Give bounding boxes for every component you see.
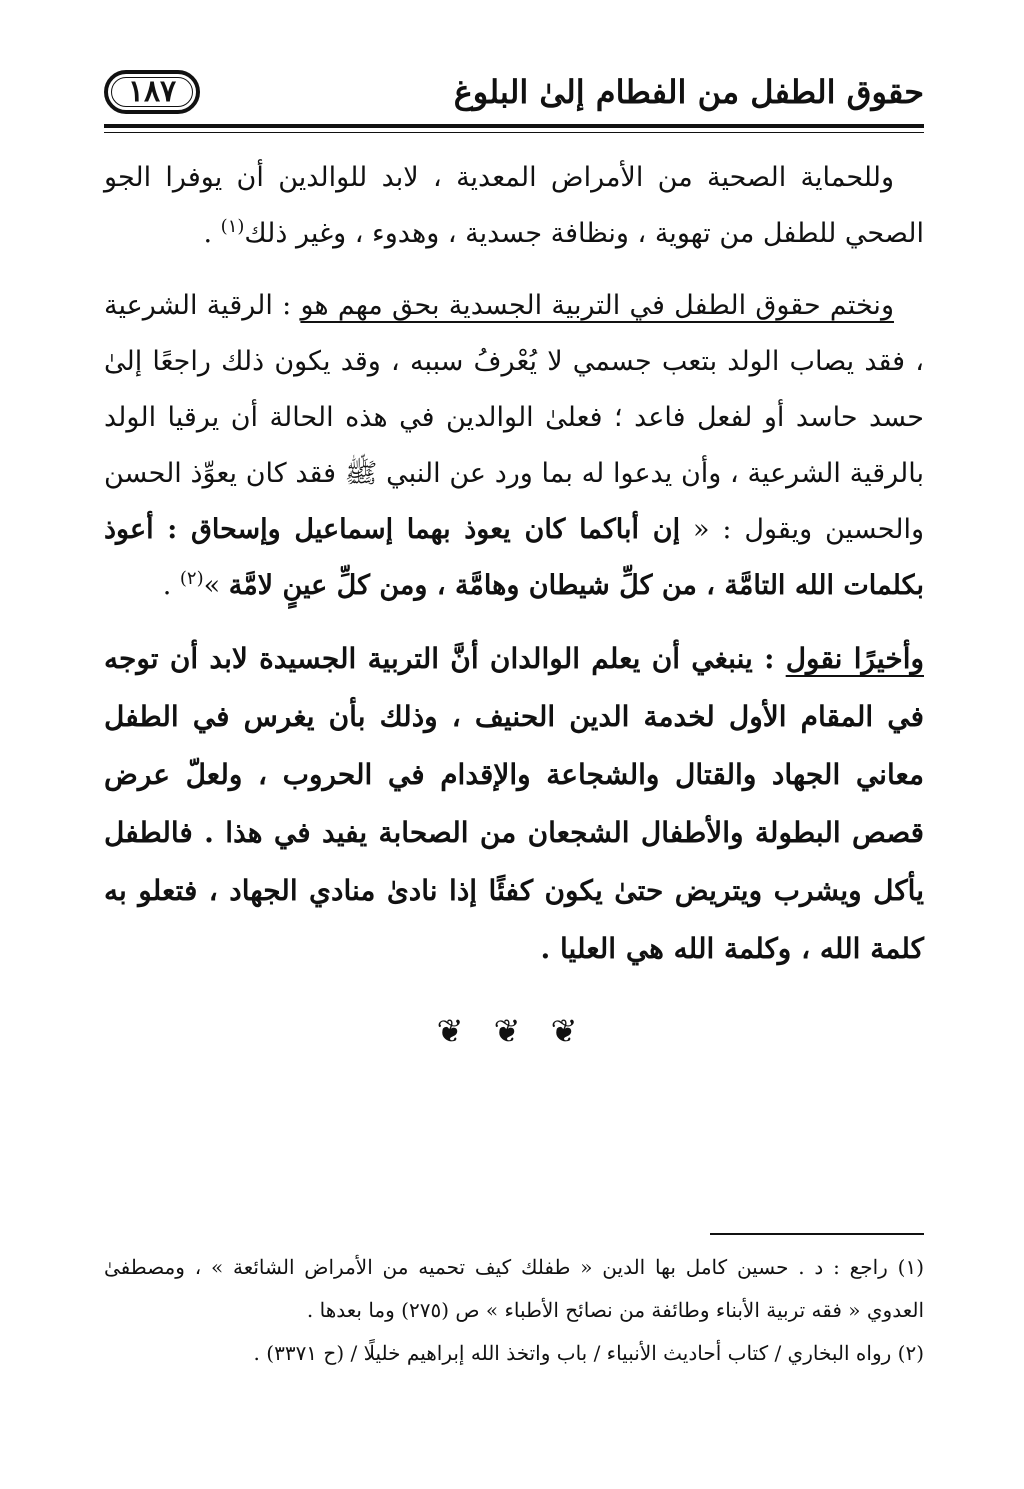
page-number-frame [104, 70, 200, 114]
footnotes [104, 1246, 924, 1375]
paragraph-2-text: : الرقية الشرعية ، فقد يصاب الولد بتعب جسمي لا يُعْرفُ سببه ، وقد يكون ذلك راجعًا إلىٰ حسد حاسد أو لفعل فاعد ؛ فعلىٰ الوالدين في هذه الحالة أن يرقيا الولد بالرقية الشرعية ، وأن يدعوا له بما ورد عن النبي ﷺ فقد كان يعوِّذ الحسن والحسين ويقول : « [104, 290, 924, 545]
quote-close: » [203, 570, 229, 601]
paragraph-1-end: . [203, 218, 221, 249]
paragraph-3-underlined: وأخيرًا نقول [785, 642, 924, 675]
running-title: حقوق الطفل من الفطام إلىٰ البلوغ [453, 73, 924, 111]
footnote-ref-2: (٢) [179, 568, 204, 589]
paragraph-2-end: . [162, 570, 180, 601]
paragraph-conclusion [104, 630, 924, 978]
paragraph-ruqyah [104, 278, 924, 614]
footnote-separator [710, 1233, 924, 1235]
paragraph-1-text: وللحماية الصحية من الأمراض المعدية ، لابد للوالدين أن يوفرا الجو الصحي للطفل من تهوية ، ونظافة جسدية ، وهدوء ، وغير ذلك [104, 162, 924, 249]
hadith-quote: إن أباكما كان يعوذ بهما إسماعيل وإسحاق : أعوذ بكلمات الله التامَّة ، من كلِّ شيطان وهامَّة ، ومن كلِّ عينٍ لامَّة [104, 514, 924, 601]
header-rule-thin [104, 132, 924, 133]
page-header [104, 66, 924, 118]
footnote-2: (٢) رواه البخاري / كتاب أحاديث الأنبياء / باب واتخذ الله إبراهيم خليلًا / (ح ٣٣٧١) . [253, 1341, 924, 1365]
paragraph-health-protection [104, 150, 924, 262]
section-ornament: ❦ ❦ ❦ [436, 1012, 588, 1050]
paragraph-2-underlined: ونختم حقوق الطفل في التربية الجسدية بحق مهم هو [300, 290, 894, 321]
footnote-ref-1: (١) [220, 216, 245, 237]
header-rule-thick [104, 124, 924, 128]
paragraph-3-text: : ينبغي أن يعلم الوالدان أنَّ التربية الجسيدة لابد أن توجه في المقام الأول لخدمة الدين الحنيف ، وذلك بأن يغرس في الطفل معاني الجهاد والقتال والشجاعة والإقدام في الحروب ، ولعلّ عرض قصص البطولة والأطفال الشجعان من الصحابة يفيد في هذا . فالطفل يأكل ويشرب ويتريض حتىٰ يكون كفئًا إذا نادىٰ منادي الجهاد ، فتعلو به كلمة الله ، وكلمة الله هي العليا . [104, 642, 924, 965]
body-text [104, 150, 924, 978]
page-number: ١٨٧ [127, 74, 177, 109]
footnote-1: (١) راجع : د . حسين كامل بها الدين « طفلك كيف تحميه من الأمراض الشائعة » ، ومصطفىٰ العدوي « فقه تربية الأبناء وطائفة من نصائح الأطباء » ص (٢٧٥) وما بعدها . [104, 1255, 924, 1322]
